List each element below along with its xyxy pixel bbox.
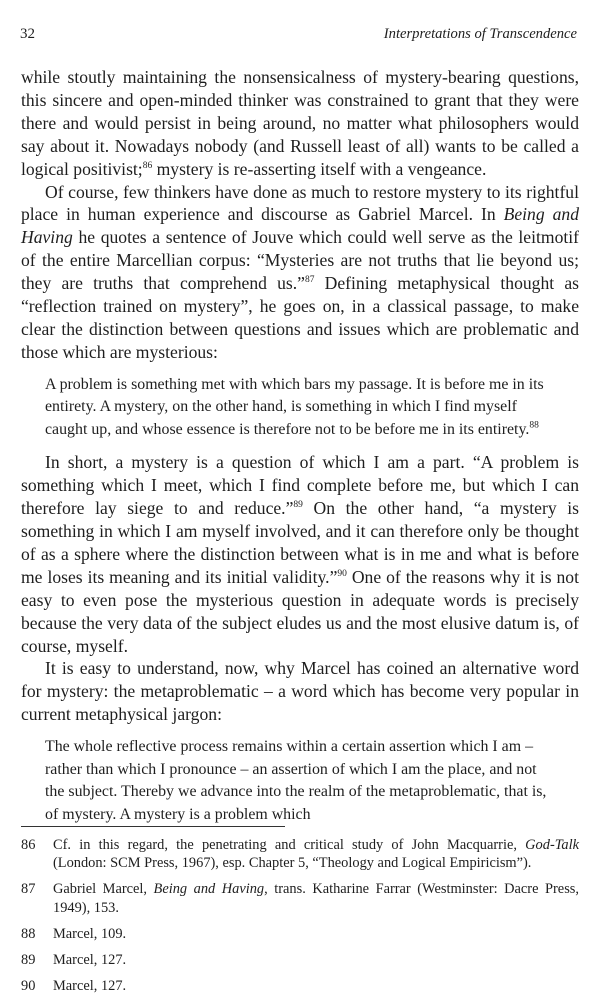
footnote-text [53, 978, 126, 994]
text-run: (London: SCM Press, 1967), esp. Chapter 5, “Theology and Logical Empiricism”). [53, 855, 532, 872]
footnote-text [53, 837, 579, 871]
footnote-number: 86 [21, 837, 36, 853]
footnotes [21, 836, 579, 1003]
text-run: In short, a mystery is a question of which I am a part. “A problem is something which I meet, which I find complete before me, but which I can therefore lay siege to and reduce.” [21, 452, 579, 519]
paragraph-4 [21, 657, 579, 726]
running-title: Interpretations of Transcendence [383, 26, 577, 42]
block-quote-1 [45, 374, 559, 442]
footnote-ref: 88 [529, 420, 539, 431]
footnote-90 [21, 977, 579, 995]
text-run: Of course, few thinkers have done as much to restore mystery to its rightful place in human experience and discourse as Gabriel Marcel. In [21, 181, 579, 225]
text-run: mystery is re-asserting itself with a vengeance. [152, 158, 487, 179]
text-run: he quotes a sentence of Jouve which could well serve as the leitmotif of the entire Marcellian corpus: “Mysteries are not truths that lie beyond us; they are truths that comprehend us.” [21, 227, 579, 294]
italic-title: Being and Having [153, 881, 265, 898]
footnote-89 [21, 951, 579, 969]
running-header [21, 26, 579, 46]
text-run: Marcel, 127. [53, 978, 127, 995]
body-text [21, 66, 579, 836]
paragraph-3 [21, 451, 579, 657]
text-run: Marcel, 127. [53, 952, 127, 969]
footnote-text [53, 926, 126, 942]
text-run: Gabriel Marcel, [53, 881, 154, 898]
text-run: A problem is something met with which bars my passage. It is before me in its entirety. A mystery, on the other hand, is something in which I find myself caught up, and whose essence is therefore not to be before me in its entirety. [45, 375, 544, 438]
footnote-88 [21, 925, 579, 943]
footnote-rule [21, 826, 285, 827]
footnote-text [53, 952, 126, 968]
footnote-number: 87 [21, 881, 36, 898]
italic-title: Being and Having [21, 204, 579, 248]
footnote-ref: 89 [293, 500, 303, 511]
text-run: On the other hand, “a mystery is something in which I am myself involved, and it can therefore only be thought of as a sphere where the distinction between what is in me and what is before me loses its meaning and its initial validity.” [21, 498, 579, 587]
text-run: Cf. in this regard, the penetrating and critical study of John Macquarrie, [53, 837, 526, 853]
footnote-number: 88 [21, 925, 36, 942]
book-page [21, 0, 579, 998]
footnote-ref: 86 [142, 160, 153, 171]
paragraph-1 [21, 66, 579, 181]
footnote-number: 89 [21, 952, 36, 969]
text-run: One of the reasons why it is not easy to even pose the mysterious question in adequate words is precisely because the very data of the subject eludes us and the most elusive datum is, of course, myself. [21, 566, 579, 656]
text-run: , trans. Katharine Farrar (Westminster: Dacre Press, 1949), 153. [53, 881, 579, 916]
footnote-number: 90 [21, 978, 36, 995]
paragraph-2 [21, 181, 579, 364]
text-run: The whole reflective process remains within a certain assertion which I am – rather than which I pronounce – an assertion of which I am the place, and not the subject. Thereby we advance into the realm of the metaproblematic, that is, of mystery. A mystery is a problem which [45, 738, 547, 823]
footnote-86 [21, 836, 579, 872]
text-run: while stoutly maintaining the nonsensicalness of mystery-bearing questions, this sincere and open-minded thinker was constrained to grant that they were there and would persist in being around, no matter what philosophers would say about it. Nowadays nobody (and Russell least of all) wants to be called a logical positivist; [21, 67, 579, 179]
page-number: 32 [20, 26, 35, 42]
text-run: Marcel, 109. [53, 925, 127, 942]
footnote-ref: 90 [337, 568, 347, 579]
text-run: It is easy to understand, now, why Marcel has coined an alternative word for mystery: the metaproblematic – a word which has become very popular in current metaphysical jargon: [21, 658, 579, 725]
text-run: Defining metaphysical thought as “reflection trained on mystery”, he goes on, in a classical passage, to make clear the distinction between questions and issues which are problematic and those which are mysterious: [21, 273, 579, 362]
footnote-87 [21, 880, 579, 916]
block-quote-2 [45, 736, 559, 826]
footnote-ref: 87 [304, 275, 315, 286]
footnote-text [53, 881, 579, 915]
italic-title: God-Talk [525, 837, 579, 853]
